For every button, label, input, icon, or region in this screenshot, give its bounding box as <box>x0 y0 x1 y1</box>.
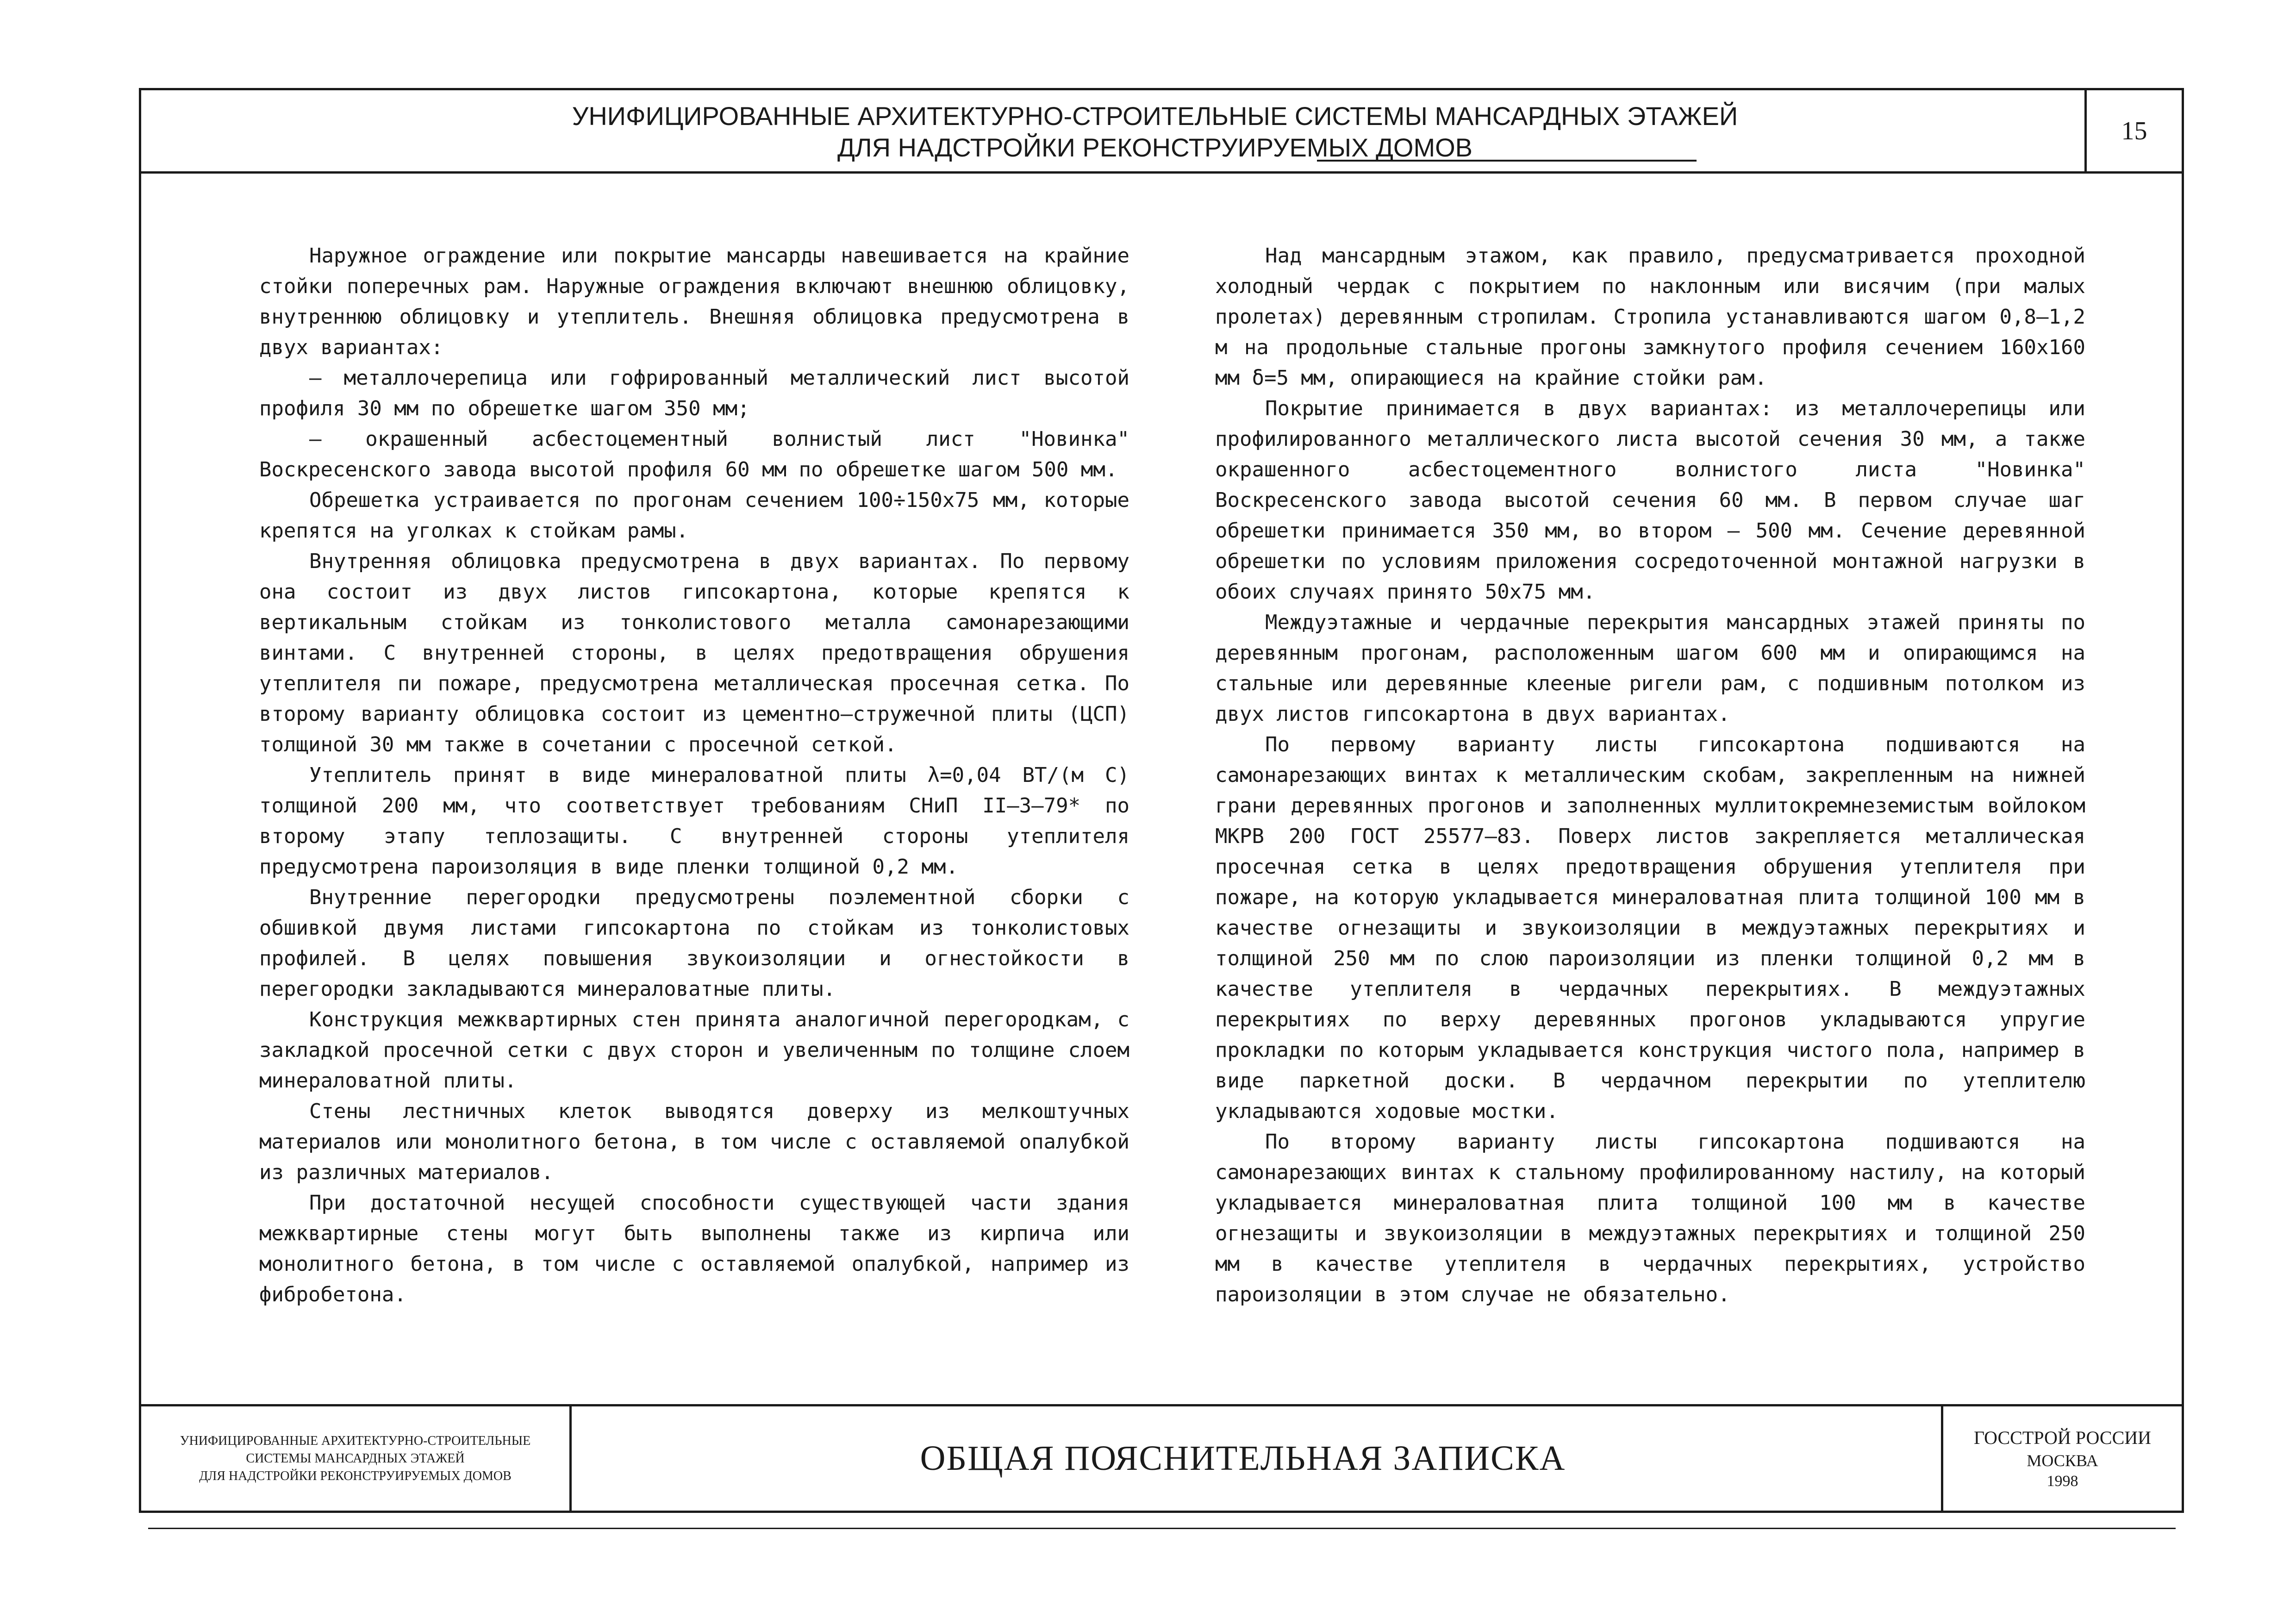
paragraph: Внутренние перегородки предусмотрены поэлементной сборки с обшивкой двумя листами гипсокартона по стойкам из тонколистовых профилей. В целях повышения звукоизоляции и огнестойкости в перегородки закладываются минераловатные плиты. <box>259 886 1129 1001</box>
organization-name: ГОССТРОЙ РОССИИ <box>1973 1427 2152 1448</box>
document-year: 1998 <box>2046 1472 2078 1490</box>
stamp-line-2: СИСТЕМЫ МАНСАРДНЫХ ЭТАЖЕЙ <box>246 1451 465 1466</box>
text-column-left <box>259 241 1129 1310</box>
drawing-frame <box>139 88 2184 1513</box>
paragraph: Конструкция межквартирных стен принята аналогичной перегородкам, с закладкой просечной сетки с двух сторон и увеличенным по толщине слоем минераловатной плиты. <box>259 1008 1129 1093</box>
page-number-cell <box>2084 90 2182 171</box>
document-header-title <box>373 100 1937 163</box>
header-title-line-1: УНИФИЦИРОВАННЫЕ АРХИТЕКТУРНО-СТРОИТЕЛЬНЫЕ СИСТЕМЫ МАНСАРДНЫХ ЭТАЖЕЙ <box>572 101 1738 131</box>
paragraph: Внутренняя облицовка предусмотрена в двух вариантах. По первому она состоит из двух листов гипсокартона, которые крепятся к вертикальным стойкам из тонколистового металла самонарезающими винтами. С внутренней стороны, в целях предотвращения обрушения утеплителя пи пожаре, предусмотрена металлическая просечная сетка. По второму варианту облицовка состоит из цементно–стружечной плиты (ЦСП) толщиной 30 мм также в сочетании с просечной сеткой. <box>259 550 1129 756</box>
sheet-edge-line <box>148 1528 2176 1529</box>
title-block-footer <box>141 1404 2182 1511</box>
paragraph: – окрашенный асбестоцементный волнистый лист "Новинка" Воскресенского завода высотой профиля 60 мм по обрешетке шагом 500 мм. <box>259 427 1129 481</box>
document-title: ОБЩАЯ ПОЯСНИТЕЛЬНАЯ ЗАПИСКА <box>920 1439 1566 1478</box>
stamp-line-3: ДЛЯ НАДСТРОЙКИ РЕКОНСТРУИРУЕМЫХ ДОМОВ <box>199 1468 512 1483</box>
organization-city: МОСКВА <box>2027 1451 2098 1470</box>
paragraph: Над мансардным этажом, как правило, предусматривается проходной холодный чердак с покрытием по наклонным или висячим (при малых пролетах) деревянным стропилам. Стропила устанавливаются шагом 0,8–1,2 м на продольные стальные прогоны замкнутого профиля сечением 160х160 мм δ=5 мм, опирающиеся на крайние стойки рам. <box>1215 244 2085 390</box>
stamp-line-1: УНИФИЦИРОВАННЫЕ АРХИТЕКТУРНО-СТРОИТЕЛЬНЫЕ <box>180 1433 531 1448</box>
paragraph: – металлочерепица или гофрированный металлический лист высотой профиля 30 мм по обрешетке шагом 350 мм; <box>259 366 1129 420</box>
paragraph: При достаточной несущей способности существующей части здания межквартирные стены могут быть выполнены также из кирпича или монолитного бетона, в том числе с оставляемой опалубкой, например из фибробетона. <box>259 1191 1129 1306</box>
organization-block <box>1941 1406 2182 1511</box>
paragraph: Покрытие принимается в двух вариантах: из металлочерепицы или профилированного металлического листа высотой сечения 30 мм, а также окрашенного асбестоцементного волнистого листа "Новинка" Воскресенского завода высотой сечения 60 мм. В первом случае шаг обрешетки принимается 350 мм, во втором – 500 мм. Сечение деревянной обрешетки по условиям приложения сосредоточенной монтажной нагрузки в обоих случаях принято 50х75 мм. <box>1215 397 2085 604</box>
paragraph: По первому варианту листы гипсокартона подшиваются на самонарезающих винтах к металлическим скобам, закрепленным на нижней грани деревянных прогонов и заполненных муллитокремнеземистым войлоком МКРВ 200 ГОСТ 25577–83. Поверх листов закрепляется металлическая просечная сетка в целях предотвращения обрушения утеплителя при пожаре, на которую укладывается минераловатная плита толщиной 100 мм в качестве огнезащиты и звукоизоляции в междуэтажных перекрытиях и толщиной 250 мм по слою пароизоляции из пленки толщиной 0,2 мм в качестве утеплителя в чердачных перекрытиях. В междуэтажных перекрытиях по верху деревянных прогонов укладываются упругие прокладки по которым укладывается конструкция чистого пола, например в виде паркетной доски. В чердачном перекрытии по утеплителю укладываются ходовые мостки. <box>1215 733 2085 1123</box>
header-title-line-2: ДЛЯ НАДСТРОЙКИ РЕКОНСТРУИРУЕМЫХ ДОМОВ <box>837 133 1473 162</box>
paragraph: Утеплитель принят в виде минераловатной плиты λ=0,04 ВТ/(м С) толщиной 200 мм, что соответствует требованиям СНиП II–3–79* по второму этапу теплозащиты. С внутренней стороны утеплителя предусмотрена пароизоляция в виде пленки толщиной 0,2 мм. <box>259 763 1129 879</box>
paragraph: Обрешетка устраивается по прогонам сечением 100÷150х75 мм, которые крепятся на уголках к стойкам рамы. <box>259 488 1129 543</box>
title-block-header <box>141 90 2182 174</box>
paragraph: Междуэтажные и чердачные перекрытия мансардных этажей приняты по деревянным прогонам, расположенным шагом 600 мм и опирающимся на стальные или деревянные клееные ригели рам, с подшивным потолком из двух листов гипсокартона в двух вариантах. <box>1215 611 2085 726</box>
paragraph: Наружное ограждение или покрытие мансарды навешивается на крайние стойки поперечных рам. Наружные ограждения включают внешнюю облицовку, внутреннюю облицовку и утеплитель. Внешняя облицовка предусмотрена в двух вариантах: <box>259 244 1129 359</box>
text-column-right <box>1215 241 2085 1310</box>
paragraph: Стены лестничных клеток выводятся доверху из мелкоштучных материалов или монолитного бетона, в том числе с оставляемой опалубкой из различных материалов. <box>259 1099 1129 1184</box>
series-stamp <box>141 1406 572 1511</box>
header-underline <box>1317 160 1697 162</box>
paragraph: По второму варианту листы гипсокартона подшиваются на самонарезающих винтах к стальному профилированному настилу, на который укладывается минераловатная плита толщиной 100 мм в качестве огнезащиты и звукоизоляции в междуэтажных перекрытиях и толщиной 250 мм в качестве утеплителя в чердачных перекрытиях, устройство пароизоляции в этом случае не обязательно. <box>1215 1130 2085 1306</box>
page-number: 15 <box>2121 116 2147 145</box>
